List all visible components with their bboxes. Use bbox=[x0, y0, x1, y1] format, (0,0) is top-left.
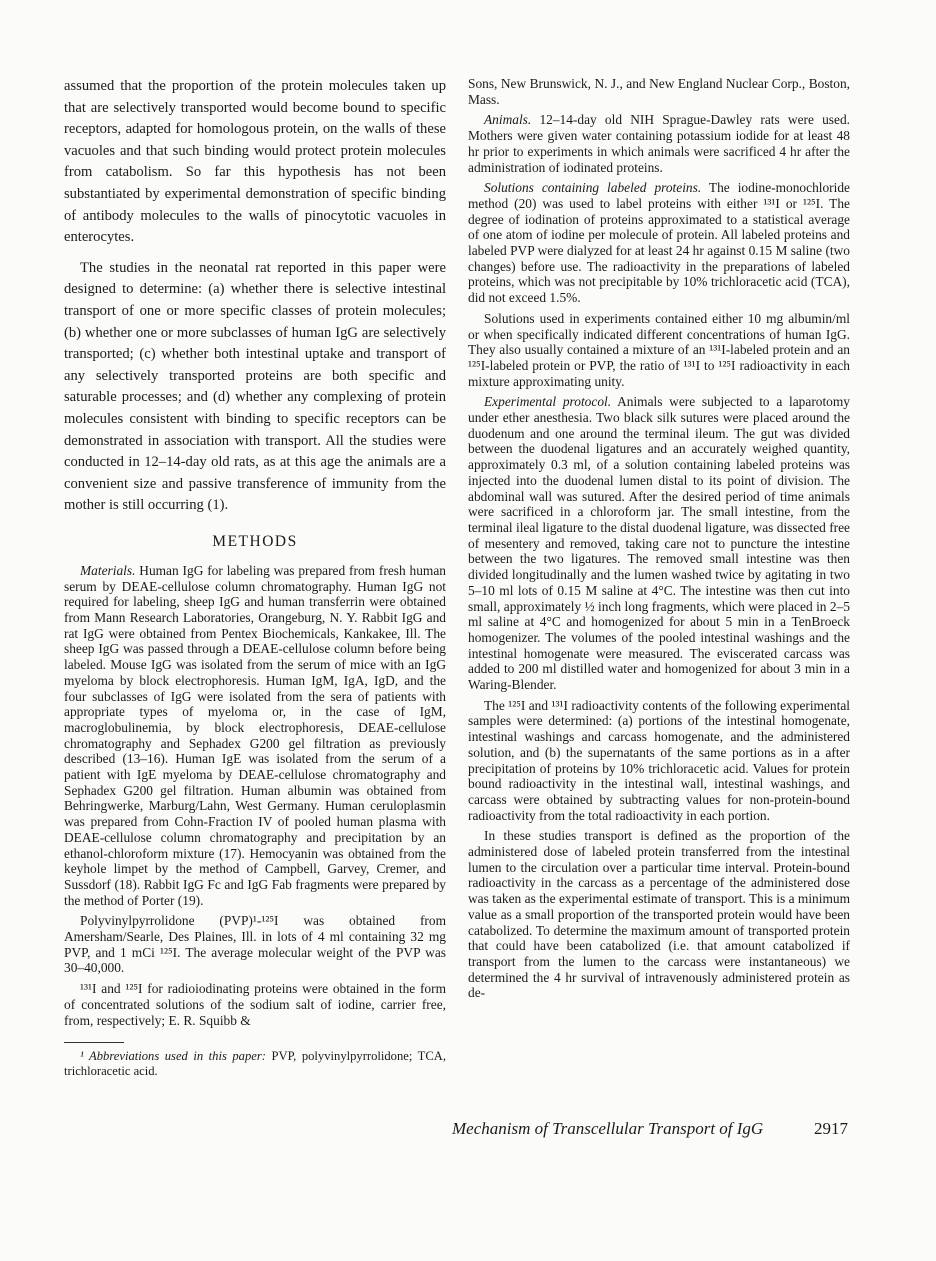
footnote-text: PVP, polyvinylpyrrolidone; TCA, trichloracetic acid. bbox=[64, 1049, 446, 1079]
aims-paragraph: The studies in the neonatal rat reported in this paper were designed to determine: (a) whether there is selective intestinal transport of one or more specific classes of protein molecules; (b) whether one or more subclasses of human IgG are selectively transported; (c) whether both intestinal uptake and transport of any selectively transported proteins are both specific and saturable processes; and (d) whether any complexing of protein molecules consistent with binding to specific receptors can be demonstrated in association with transport. All the studies were conducted in 12–14-day old rats, as at this age the animals are a convenient size and passive transference of immunity from the mother is still occurring (1). bbox=[64, 259, 446, 514]
protocol-label: Experimental protocol. bbox=[484, 394, 612, 410]
intro-paragraph: assumed that the proportion of the protein molecules taken up that are selectively transported would become bound to specific receptors, adapted for homologous protein, on the walls of these vacuoles and that such binding would protect protein molecules from catabolism. So far this hypothesis has not been substantiated by experimental demonstration of specific binding of antibody molecules to the walls of pinocytotic vacuoles in enterocytes. bbox=[64, 78, 446, 246]
animals-text: 12–14-day old NIH Sprague-Dawley rats were used. Mothers were given water containing potassium iodide for at least 48 hr prior to experiments in which animals were sacrificed 4 hr after the administration of iodinated proteins. bbox=[468, 112, 850, 175]
pvp-paragraph: Polyvinylpyrrolidone (PVP)¹-¹²⁵I was obtained from Amersham/Searle, Des Plaines, Ill. in lots of 4 ml containing 32 mg PVP, and 1 mCi ¹²⁵I. The average molecular weight of the PVP was 30–40,000. bbox=[64, 913, 446, 976]
animals-paragraph bbox=[468, 112, 850, 175]
methods-heading: METHODS bbox=[212, 532, 298, 550]
materials-text: Human IgG for labeling was prepared from fresh human serum by DEAE-cellulose column chromatography. Human IgG not required for labeling, sheep IgG and human transferrin were obtained from Mann Research Laboratories, Orangeburg, N. Y. Rabbit IgG and rat IgG were obtained from Pentex Biochemicals, Kankakee, Ill. The sheep IgG was passed through a DEAE-cellulose column before being labeled. Mouse IgG was isolated from the serum of mice with an IgG myeloma by block electrophoresis. Human IgM, IgA, IgD, and the four subclasses of IgG were isolated from the sera of patients with appropriate types of myeloma or, in the case of IgM, macroglobulinemia, by block electrophoresis, DEAE-cellulose chromatography and Sephadex G200 gel filtration as previously described (13–16). Human IgE was isolated from the serum of a patient with IgE myeloma by DEAE-cellulose chromatography and Sephadex G200 gel filtration. Human albumin was obtained from Behringwerke, Marburg/Lahn, West Germany. Human ceruloplasmin was prepared from Cohn-Fraction IV of pooled human plasma with DEAE-cellulose column chromatography and precipitation by an ethanol-chloroform mixture (17). Hemocyanin was obtained from the keyhole limpet by the method of Campbell, Garvey, Cremer, and Sussdorf (18). Rabbit IgG Fc and IgG Fab fragments were prepared by the method of Porter (19). bbox=[64, 562, 446, 908]
right-column bbox=[468, 76, 850, 1001]
transport-paragraph: In these studies transport is defined as the proportion of the administered dose of labeled protein transferred from the intestinal lumen to the circulation over a particular time interval. Protein-bound radioactivity in the carcass as a percentage of the administered dose was taken as the experimental estimate of transport. This is a minimum value as a small proportion of the transported protein would have been catabolized. To determine the maximum amount of transported protein that could have been catabolized (i.e. that amount catabolized if transport from the lumen to the carcass were instantaneous) we determined the 4 hr survival of intravenously administered protein as de- bbox=[468, 828, 850, 1001]
solutions-paragraph bbox=[468, 180, 850, 306]
protocol-paragraph bbox=[468, 394, 850, 692]
materials-label: Materials. bbox=[80, 562, 136, 578]
animals-label: Animals. bbox=[484, 112, 532, 128]
materials-paragraph bbox=[64, 563, 446, 908]
page-number: 2917 bbox=[814, 1119, 848, 1138]
continuation-text: Sons, New Brunswick, N. J., and New England Nuclear Corp., Boston, Mass. bbox=[468, 76, 850, 107]
solutions-text: The iodine-monochloride method (20) was used to label proteins with either ¹³¹I or ¹²⁵I. The degree of iodination of proteins approximated to a statistical average of one atom of iodine per molecule of protein. All labeled proteins and labeled PVP were dialyzed for at least 24 hr against 0.15 M saline (two changes) before use. The radioactivity in the preparations of labeled proteins, which was not precipitable by 10% trichloracetic acid (TCA), did not exceed 1.5%. bbox=[468, 180, 850, 306]
page-footer bbox=[452, 1117, 848, 1141]
footnote bbox=[64, 1049, 446, 1079]
protocol-text: Animals were subjected to a laparotomy under ether anesthesia. Two black silk sutures were placed around the duodenum and one around the terminal ileum. The gut was divided between the duodenal ligatures and an accurately weighed quantity, approximately 0.3 ml, of a solution containing labeled proteins was injected into the duodenal lumen distal to its point of division. The abdominal wall was sutured. After the desired period of time animals were sacrificed in a chloroform jar. The small intestine, from the terminal ileal ligature to the distal duodenal ligature, was dissected free of mesentery and removed, taking care not to puncture the intestine between the two ligatures. The removed small intestine was then divided longitudinally and the lumen washed twice by agitating in two 5–10 ml lots of 0.15 M saline at 4°C. The intestine was then cut into small, approximately ½ inch long fragments, which were placed in 2–5 ml saline at 4°C and homogenized for about 5 min in a TenBroeck homogenizer. The volumes of the pooled intestinal washings and the intestinal homogenate were measured. The eviscerated carcass was added to 200 ml distilled water and homogenized for about 3 min in a Waring-Blender. bbox=[468, 394, 850, 693]
iodine-paragraph: ¹³¹I and ¹²⁵I for radioiodinating proteins were obtained in the form of concentrated solutions of the sodium salt of iodine, carrier free, from, respectively; E. R. Squibb & bbox=[64, 981, 446, 1028]
footnote-label: ¹ Abbreviations used in this paper: bbox=[80, 1049, 266, 1064]
radioactivity-paragraph: The ¹²⁵I and ¹³¹I radioactivity contents of the following experimental samples were determined: (a) portions of the intestinal homogenate, intestinal washings and carcass homogenate, and the administered solution, and (b) the supernatants of the same portions as in a after precipitation of proteins by 10% trichloracetic acid. Values for protein bound radioactivity in the intestinal wall, intestinal washings, and carcass were obtained by subtracting values for non-protein-bound radioactivity from the total radioactivity in each portion. bbox=[468, 697, 850, 823]
solutions-paragraph-2: Solutions used in experiments contained either 10 mg albumin/ml or when specifically indicated different concentrations of human IgG. They also usually contained a mixture of an ¹³¹I-labeled protein and an ¹²⁵I-labeled protein or PVP, the ratio of ¹³¹I to ¹²⁵I radioactivity in each mixture approximating unity. bbox=[468, 310, 850, 389]
solutions-label: Solutions containing labeled proteins. bbox=[484, 180, 702, 196]
running-title: Mechanism of Transcellular Transport of IgG bbox=[452, 1119, 764, 1138]
footnote-divider bbox=[64, 1042, 124, 1043]
left-column bbox=[64, 76, 446, 1079]
